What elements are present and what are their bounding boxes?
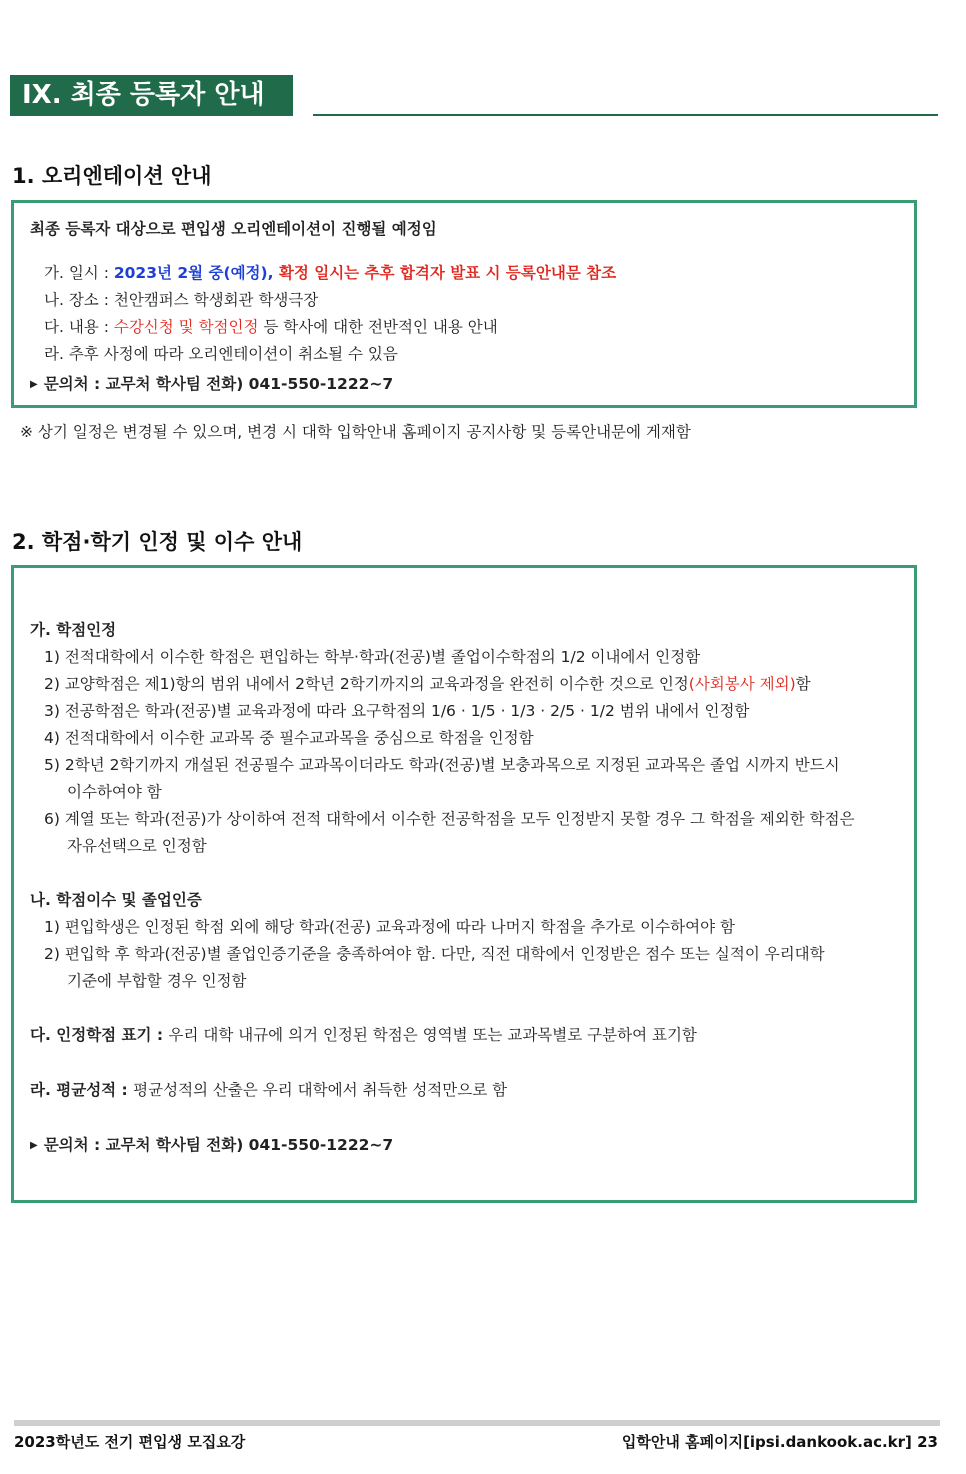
triangle-bullet-icon: ▶ <box>30 1140 38 1151</box>
credit-box <box>11 565 917 1203</box>
chapter-rule <box>313 114 938 116</box>
ga-item-6: 6) 계열 또는 학과(전공)가 상이하여 전적 대학에서 이수한 전공학점을 모두 인정받지 못할 경우 그 학점을 제외한 학점은 <box>44 810 855 828</box>
ga-item-5-cont: 이수하여야 함 <box>67 783 162 801</box>
ga-item-5: 5) 2학년 2학기까지 개설된 전공필수 교과목이더라도 학과(전공)별 보충과목으로 지정된 교과목은 졸업 시까지 반드시 <box>44 756 840 774</box>
da-item <box>30 1023 697 1045</box>
section2-heading: 2. 학점·학기 인정 및 이수 안내 <box>12 530 303 554</box>
na-item-1: 1) 편입학생은 인정된 학점 외에 해당 학과(전공) 교육과정에 따라 나머지 학점을 추가로 이수하여야 함 <box>44 918 735 936</box>
orientation-box <box>11 200 917 408</box>
date-prefix: 가. 일시 : <box>44 264 114 282</box>
na-item-2-cont: 기준에 부합할 경우 인정함 <box>67 972 247 990</box>
da-label: 다. 인정학점 표기 : <box>30 1026 169 1044</box>
ga-item-2 <box>44 672 811 694</box>
ra-item <box>30 1078 507 1100</box>
ga-title: 가. 학점인정 <box>30 621 117 639</box>
orientation-cancel-item: 라. 추후 사정에 따라 오리엔테이션이 취소될 수 있음 <box>44 345 398 363</box>
content-prefix: 다. 내용 : <box>44 318 114 336</box>
footer-bar <box>14 1420 940 1426</box>
da-text: 우리 대학 내규에 의거 인정된 학점은 영역별 또는 교과목별로 구분하여 표기함 <box>168 1026 697 1044</box>
ga-item-6-cont: 자유선택으로 인정함 <box>67 837 207 855</box>
credit-contact-text: 문의처 : 교무처 학사팀 전화) 041-550-1222~7 <box>43 1136 394 1154</box>
chapter-title: IX. 최종 등록자 안내 <box>10 75 293 116</box>
date-value: 2023년 2월 중(예정), <box>113 264 274 282</box>
orientation-contact <box>30 372 393 394</box>
triangle-bullet-icon: ▶ <box>30 379 38 390</box>
section1-heading: 1. 오리엔테이션 안내 <box>12 164 212 188</box>
credit-contact <box>30 1133 393 1155</box>
ga-item-2-suffix: 함 <box>795 675 811 693</box>
content-suffix: 등 학사에 대한 전반적인 내용 안내 <box>258 318 498 336</box>
na-item-2: 2) 편입학 후 학과(전공)별 졸업인증기준을 충족하여야 함. 다만, 직전 대학에서 인정받은 점수 또는 실적이 우리대학 <box>44 945 825 963</box>
orientation-place-item: 나. 장소 : 천안캠퍼스 학생회관 학생극장 <box>44 291 319 309</box>
ra-label: 라. 평균성적 : <box>30 1081 134 1099</box>
ra-text: 평균성적의 산출은 우리 대학에서 취득한 성적만으로 함 <box>133 1081 508 1099</box>
orientation-content-item <box>44 315 498 337</box>
footer-title: 2023학년도 전기 편입생 모집요강 <box>14 1433 246 1451</box>
ga-item-1: 1) 전적대학에서 이수한 학점은 편입하는 학부·학과(전공)별 졸업이수학점의 1/2 이내에서 인정함 <box>44 648 701 666</box>
contact-text: 문의처 : 교무처 학사팀 전화) 041-550-1222~7 <box>43 375 394 393</box>
na-title: 나. 학점이수 및 졸업인증 <box>30 891 202 909</box>
footer-page-info: 입학안내 홈페이지[ipsi.dankook.ac.kr] 23 <box>621 1433 938 1451</box>
orientation-date-item <box>44 261 616 283</box>
ga-item-2-text: 2) 교양학점은 제1)항의 범위 내에서 2학년 2학기까지의 교육과정을 완전히 이수한 것으로 인정 <box>44 675 689 693</box>
ga-item-2-highlight: (사회봉사 제외) <box>688 675 796 693</box>
date-note: 확정 일시는 추후 합격자 발표 시 등록안내문 참조 <box>273 264 617 282</box>
orientation-intro: 최종 등록자 대상으로 편입생 오리엔테이션이 진행될 예정임 <box>30 220 437 238</box>
ga-item-4: 4) 전적대학에서 이수한 교과목 중 필수교과목을 중심으로 학점을 인정함 <box>44 729 534 747</box>
content-highlight: 수강신청 및 학점인정 <box>113 318 259 336</box>
ga-item-3: 3) 전공학점은 학과(전공)별 교육과정에 따라 요구학점의 1/6 · 1/5 · 1/3 · 2/5 · 1/2 범위 내에서 인정함 <box>44 702 750 720</box>
schedule-note: ※ 상기 일정은 변경될 수 있으며, 변경 시 대학 입학안내 홈페이지 공지사항 및 등록안내문에 게재함 <box>20 423 691 441</box>
